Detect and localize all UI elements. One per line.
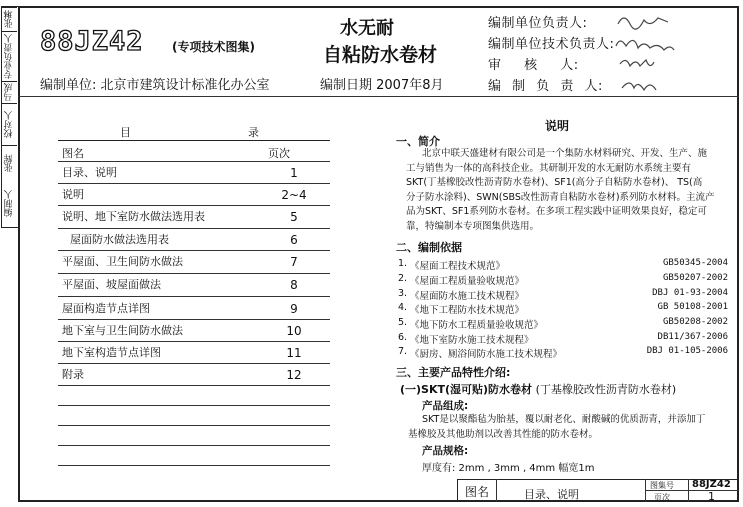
section-intro-title: 一、简介 — [396, 135, 440, 148]
toc-row: 屋面构造节点详图 9 — [62, 302, 298, 316]
toc-rule — [58, 405, 330, 406]
toc-row: 附录 12 — [62, 368, 302, 382]
handwritten-signatures — [610, 6, 720, 102]
toc-heading-left: 目 — [120, 126, 131, 139]
sidebar-cell: 马成 — [2, 81, 17, 103]
product-skt-heading — [400, 381, 676, 397]
intro-line: 北京中联天盛建材有限公司是一个集防水材料研究、开发、生产、施 — [422, 148, 708, 159]
toc-row: 说明 2~4 — [62, 188, 307, 202]
atlas-code-note: (专项技术图集) — [172, 40, 255, 54]
reference-item: 4. 《地下工程防水技术规范》 GB 50108-2001 — [398, 302, 728, 316]
toc-row: 屋面防水做法选用表 6 — [70, 233, 298, 247]
role-unit-head: 编制单位负责人: — [488, 16, 588, 31]
toc-rule — [58, 296, 330, 297]
sidebar-cell: 校对人 — [2, 103, 17, 145]
toc-rule — [58, 465, 330, 466]
spec-line: 厚度有: 2mm , 3mm , 4mm 幅宽1m — [422, 463, 595, 474]
toc-rule — [58, 425, 330, 426]
reference-item: 7. 《厨房、厕浴间防水施工技术规程》 DBJ 01-105-2006 — [398, 346, 728, 360]
sidebar-signatures — [1, 6, 18, 228]
sidebar-cell: 张琳 — [2, 7, 17, 31]
compiling-org: 编制单位: 北京市建筑设计标准化办公室 — [40, 78, 270, 93]
intro-line: 分子防水涂料)、SWN(SBS改性沥青自粘防水卷材)系列防水材料。主流产 — [406, 191, 715, 203]
toc-rule — [58, 228, 330, 229]
toc-row: 平屋面、坡屋面做法 8 — [62, 278, 298, 292]
toc-row: 目录、说明 1 — [62, 166, 298, 180]
titleblock-set-label: 图集号 — [650, 481, 674, 490]
composition-line: SKT是以聚酯毡为胎基，覆以耐老化、耐酸碱的优质沥青，并添加丁 — [422, 414, 706, 425]
toc-top-rule — [58, 140, 330, 141]
sidebar-cell: 张辉 — [2, 145, 17, 181]
sidebar-cell: 专业负责人 — [2, 31, 17, 81]
toc-rule — [58, 273, 330, 274]
toc-rule — [58, 445, 330, 446]
toc-rule — [58, 341, 330, 342]
reference-item: 2. 《屋面工程质量验收规范》 GB50207-2002 — [398, 273, 728, 287]
product-skt-title: (一)SKT(湿可贴)防水卷材 — [400, 383, 533, 396]
doc-title-line2: 自粘防水卷材 — [323, 44, 438, 66]
composition-paragraph — [408, 413, 705, 442]
toc-heading-right: 录 — [248, 126, 259, 139]
intro-line: 靠，特编制本专项图集供选用。 — [406, 220, 540, 232]
sidebar-cell: 编制人 — [4, 190, 15, 218]
toc-rule — [58, 205, 330, 206]
titleblock-rule — [457, 479, 458, 502]
titleblock-name: 目录、说明 — [524, 488, 579, 501]
titleblock-rule — [496, 479, 497, 502]
toc-row: 平屋面、卫生间防水做法 7 — [62, 255, 298, 269]
titleblock-label: 图名 — [465, 485, 490, 499]
intro-line: SKT(丁基橡胶改性沥青防水卷材)、SF1(高分子自粘防水卷材)、 TS(高 — [406, 177, 703, 188]
reference-item: 5. 《地下防水工程质量验收规范》 GB50208-2002 — [398, 317, 728, 331]
reference-item: 3. 《屋面防水施工技术规程》 DBJ 01-93-2004 — [398, 288, 728, 302]
reference-item: 1. 《屋面工程技术规范》 GB50345-2004 — [398, 258, 728, 272]
titleblock-page-label: 页次 — [654, 493, 670, 502]
titleblock-set-value: 88JZ42 — [692, 479, 731, 490]
intro-line: 工与销售为一体的高科技企业。其研制开发的水无耐防水系统主要有 — [406, 162, 692, 174]
toc-row: 地下室构造节点详图 11 — [62, 346, 302, 360]
role-reviewer: 审 核 人: — [488, 58, 579, 73]
intro-paragraph — [406, 147, 715, 234]
composition-title: 产品组成: — [422, 400, 469, 412]
section-basis-title: 二、编制依据 — [396, 241, 462, 254]
doc-title-line1: 水无耐 — [340, 18, 394, 39]
toc-row: 说明、地下室防水做法选用表 5 — [62, 210, 298, 224]
spec-title: 产品规格: — [422, 445, 469, 457]
toc-rule — [58, 183, 330, 184]
toc-col-name: 图名 — [62, 147, 84, 160]
product-skt-note: (丁基橡胶改性沥青防水卷材) — [535, 383, 677, 396]
toc-row: 地下室与卫生间防水做法 10 — [62, 324, 302, 338]
notes-heading: 说明 — [545, 119, 570, 133]
titleblock-page-value: 1 — [708, 490, 715, 503]
header-divider — [18, 96, 739, 97]
toc-rule — [58, 385, 330, 386]
toc-rule — [58, 363, 330, 364]
toc-rule — [58, 319, 330, 320]
reference-item: 6. 《地下室防水施工技术规程》 DB11/367-2006 — [398, 332, 728, 346]
toc-rule — [58, 250, 330, 251]
role-chief-compiler: 编 制 负 责 人: — [488, 79, 603, 94]
composition-line: 基橡胶及其他助剂以改善其性能的防水卷材。 — [408, 428, 599, 440]
atlas-code: 88JZ42 — [40, 26, 144, 57]
role-tech-head: 编制单位技术负责人: — [488, 37, 615, 52]
section-products-title: 三、主要产品特性介绍: — [396, 366, 511, 379]
toc-col-page: 页次 — [268, 147, 290, 160]
intro-line: 品为SKT、SF1系列防水卷材。在多项工程实践中证明效果良好，稳定可 — [406, 206, 707, 217]
compile-date: 编制日期 2007年8月 — [320, 78, 444, 93]
